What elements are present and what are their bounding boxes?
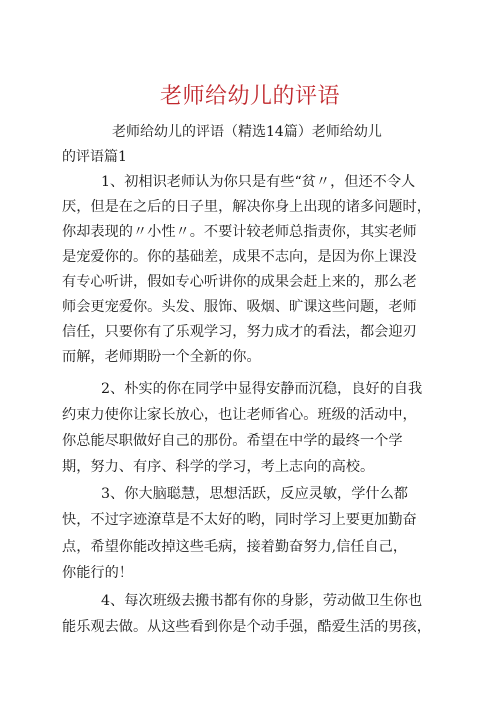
document-subtitle-line-1: 老师给幼儿的评语（精选14篇）老师给幼儿: [112, 124, 382, 140]
paragraph-4-line-1: 4、每次班级去搬书都有你的身影，劳动做卫生你也: [101, 593, 423, 609]
paragraph-2-line-2: 约束力使你让家长放心，也让老师省心。班级的活动中，: [62, 407, 417, 423]
paragraph-1-line-8: 而解，老师期盼一个全新的你。: [62, 349, 261, 365]
paragraph-2-line-1: 2、朴实的你在同学中显得安静而沉稳，良好的自我: [101, 381, 423, 397]
paragraph-1-line-1: 1、初相识老师认为你只是有些“贫〃，但还不令人: [101, 174, 416, 190]
document-subtitle-line-2: 的评语篇1: [62, 149, 127, 165]
paragraph-3-line-3: 点，希望你能改掉这些毛病，接着勤奋努力,信任自己，: [62, 539, 408, 555]
paragraph-1-line-4: 是宠爱你的。你的基础差，成果不志向，是因为你上课没: [62, 249, 417, 265]
document-title: 老师给幼儿的评语: [159, 84, 340, 109]
paragraph-3-line-1: 3、你大脑聪慧，思想活跃，反应灵敏，学什么都: [101, 486, 408, 502]
paragraph-2-line-3: 你总能尽职做好自己的那份。希望在中学的最终一个学: [62, 433, 403, 449]
paragraph-1-line-3: 你却表现的〃小性〃。不要计较老师总指责你，其实老师: [62, 224, 417, 240]
paragraph-1-line-7: 信任，只要你有了乐观学习，努力成才的看法，都会迎刃: [62, 324, 417, 340]
paragraph-1-line-5: 有专心听讲，假如专心听讲你的成果会赶上来的，那么老: [62, 274, 417, 290]
paragraph-2-line-4: 期，努力、有序、科学的学习，考上志向的高校。: [62, 459, 375, 475]
paragraph-1-line-6: 师会更宠爱你。头发、服饰、吸烟、旷课这些问题，老师: [62, 299, 417, 315]
paragraph-4-line-2: 能乐观去做。从这些看到你是个动手强，酷爱生活的男孩，: [62, 619, 431, 635]
paragraph-1-line-2: 厌，但是在之后的日子里，解决你身上出现的诸多问题时，: [62, 199, 431, 215]
paragraph-3-line-2: 快，不过字迹潦草是不太好的哟，同时学习上要更加勤奋: [62, 512, 417, 528]
paragraph-3-line-4: 你能行的！: [62, 565, 133, 581]
